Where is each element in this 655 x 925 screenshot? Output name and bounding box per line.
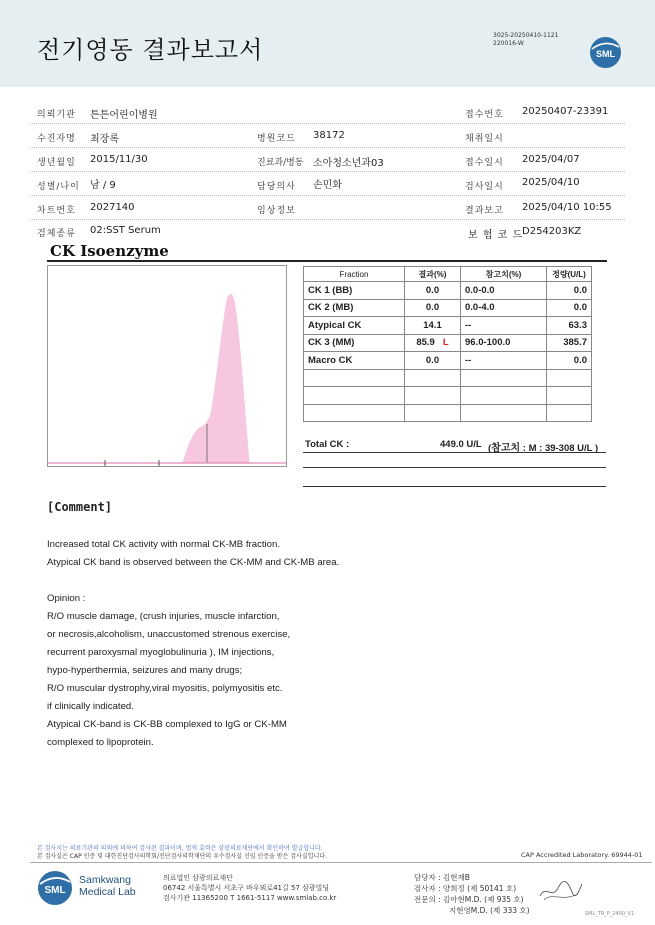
footer-notice-1: 본 검사지는 의료기관의 의뢰에 의하여 검사된 결과이며, 법적 효력은 삼광의료재단에서 확인하여 발급합니다. — [37, 845, 323, 852]
comment-line: Atypical CK-band is CK-BB complexed to IgG or CK-MM — [47, 719, 287, 730]
paren-open: ( — [488, 443, 492, 454]
label-collection-date: 채취일시 — [465, 134, 504, 144]
comment-line: Opinion : — [47, 593, 86, 604]
electrophoresis-chart — [47, 265, 287, 467]
value-sex-age: 남 / 9 — [90, 180, 116, 191]
staff-list — [414, 872, 530, 916]
table-row — [304, 299, 592, 317]
low-flag: L — [442, 337, 449, 349]
address-line: 의료법인 삼광의료재단 — [163, 874, 233, 882]
section-divider — [47, 260, 607, 262]
staff-line: 지현영M.D. (제 333 호) — [449, 906, 530, 915]
comment-line: complexed to lipoprotein. — [47, 737, 154, 748]
address-line: 검사기관 11365200 T 1661-5117 www.smlab.co.kr — [163, 894, 337, 902]
comment-line: recurrent paroxysmal myoglobulinuria ), IM injections, — [47, 647, 275, 658]
comment-line: Atypical CK band is observed between the CK-MM and CK-MB area. — [47, 557, 340, 568]
table-row — [304, 282, 592, 300]
label-chart-number: 차트번호 — [37, 206, 76, 216]
label-receipt-date: 접수일시 — [465, 158, 504, 168]
table-row — [304, 317, 592, 335]
table-row — [304, 352, 592, 370]
value-patient-name: 최장록 — [90, 134, 119, 145]
form-version: SML_TR_P_2400_V1 — [585, 911, 635, 917]
row-divider — [30, 123, 625, 124]
col-header-result: 결과(%) — [405, 267, 461, 282]
document-id-line-1: 3025-20250410-1121 — [493, 32, 559, 39]
label-requesting-institution: 의뢰기관 — [37, 110, 76, 120]
footer-sml-logo-icon — [37, 870, 73, 906]
empty-row — [304, 404, 592, 422]
address-line: 06742 서울특별시 서초구 바우뫼로41길 57 삼광빌딩 — [163, 884, 330, 892]
value-hospital-code: 38172 — [313, 130, 345, 141]
value-department: 소아청소년과03 — [313, 158, 384, 169]
fraction-quantity: 0.0 — [547, 352, 592, 370]
label-hospital-code: 병원코드 — [257, 134, 296, 144]
row-divider — [30, 195, 625, 196]
fraction-result-cell — [405, 334, 461, 352]
staff-line: 전문의 : 김아현M.D. (제 935 호) — [414, 895, 524, 904]
table-header-row — [304, 267, 592, 282]
electrophoresis-svg — [48, 266, 286, 466]
signature-icon — [538, 878, 584, 904]
comment-line: R/O muscle damage, (crush injuries, muscle infarction, — [47, 611, 280, 622]
blank-line — [303, 467, 606, 468]
comment-line: Increased total CK activity with normal CK-MB fraction. — [47, 539, 280, 550]
value-birth-date: 2015/11/30 — [90, 154, 148, 165]
fraction-name: Macro CK — [304, 352, 405, 370]
staff-line: 검사자 : 양희정 (제 50141 호) — [414, 884, 517, 893]
fraction-quantity: 63.3 — [547, 317, 592, 335]
label-test-date: 검사일시 — [465, 182, 504, 192]
value-result-report: 2025/04/10 10:55 — [522, 202, 612, 213]
fraction-result: 0.0 — [405, 282, 461, 300]
report-title: 전기영동 결과보고서 — [37, 36, 264, 64]
col-header-quantity: 정량(U/L) — [547, 267, 592, 282]
lab-address — [163, 873, 336, 903]
footer-notice-2: 본 검사실은 CAP 인증 및 대한진단검사의학회/진단검사의학재단의 우수검사실 신임 인증을 받은 검사실입니다. — [37, 853, 327, 860]
brand-line-1: Samkwang — [79, 874, 131, 886]
logo-text: SML — [596, 49, 615, 59]
value-test-date: 2025/04/10 — [522, 177, 580, 188]
fraction-name: Atypical CK — [304, 317, 405, 335]
value-receipt-date: 2025/04/07 — [522, 154, 580, 165]
fraction-table — [303, 266, 592, 422]
comment-line: R/O muscular dystrophy,viral myositis, polymyositis etc. — [47, 683, 283, 694]
fraction-name: CK 3 (MM) — [304, 334, 405, 352]
empty-row — [304, 369, 592, 387]
fraction-reference: -- — [461, 352, 547, 370]
label-specimen-type: 검체종류 — [37, 229, 76, 239]
fraction-reference: 0.0-4.0 — [461, 299, 547, 317]
document-id — [493, 32, 558, 48]
fraction-result: 0.0 — [405, 299, 461, 317]
row-divider — [30, 147, 625, 148]
sml-logo-icon — [589, 36, 622, 69]
footer-logo-text: SML — [44, 885, 66, 896]
label-patient-name: 수진자명 — [37, 134, 76, 144]
label-insurance-code: 보 험 코 드 — [468, 230, 524, 241]
fraction-result: 0.0 — [405, 352, 461, 370]
value-requesting-institution: 튼튼어린이병원 — [90, 110, 158, 121]
total-ck-value: 449.0 U/L — [440, 439, 482, 450]
comment-heading: [Comment] — [47, 500, 113, 514]
fraction-quantity: 385.7 — [547, 334, 592, 352]
value-receipt-number: 20250407-23391 — [522, 106, 609, 117]
electrophoresis-peak — [183, 294, 249, 463]
total-ck-label: Total CK : — [305, 439, 350, 450]
fraction-result: 14.1 — [405, 317, 461, 335]
label-result-report: 결과보고 — [465, 206, 504, 216]
section-title: CK Isoenzyme — [50, 242, 169, 260]
fraction-reference: -- — [461, 317, 547, 335]
value-insurance-code: D254203KZ — [522, 226, 582, 237]
footer-divider — [30, 862, 652, 863]
row-divider — [30, 219, 625, 220]
label-department: 진료과/병동 — [257, 158, 304, 168]
comment-line: or necrosis,alcoholism, unaccustomed strenous exercise, — [47, 629, 291, 640]
row-divider — [30, 171, 625, 172]
empty-row — [304, 387, 592, 405]
value-specimen-type: 02:SST Serum — [90, 225, 161, 236]
label-birth-date: 생년월일 — [37, 158, 76, 168]
label-doctor: 담당의사 — [257, 182, 296, 192]
value-doctor: 손민화 — [313, 180, 342, 191]
label-receipt-number: 접수번호 — [465, 110, 504, 120]
label-sex-age: 성별/나이 — [37, 182, 80, 192]
cap-accreditation: CAP Accredited Laboratory. 69944-01 — [521, 851, 643, 859]
document-id-line-2: 220016-W — [493, 40, 524, 47]
total-underline — [303, 452, 606, 453]
col-header-fraction: Fraction — [304, 267, 405, 282]
fraction-reference: 0.0-0.0 — [461, 282, 547, 300]
blank-line — [303, 486, 606, 487]
comment-line: if clinically indicated. — [47, 701, 134, 712]
label-clinical-info: 임상정보 — [257, 206, 296, 216]
reference-range: : M : 39-308 U/L ) — [522, 443, 599, 454]
fraction-quantity: 0.0 — [547, 299, 592, 317]
fraction-reference: 96.0-100.0 — [461, 334, 547, 352]
comment-line: hypo-hyperthermia, seizures and many drugs; — [47, 665, 243, 676]
table-row — [304, 334, 592, 352]
fraction-name: CK 1 (BB) — [304, 282, 405, 300]
reference-label: 참고치 — [491, 443, 521, 454]
fraction-result: 85.9 — [416, 337, 435, 349]
value-chart-number: 2027140 — [90, 202, 135, 213]
col-header-reference: 참고치(%) — [461, 267, 547, 282]
staff-line: 담당자 : 김현재B — [414, 873, 470, 882]
brand-name — [79, 874, 136, 898]
brand-line-2: Medical Lab — [79, 886, 136, 898]
fraction-name: CK 2 (MB) — [304, 299, 405, 317]
fraction-quantity: 0.0 — [547, 282, 592, 300]
